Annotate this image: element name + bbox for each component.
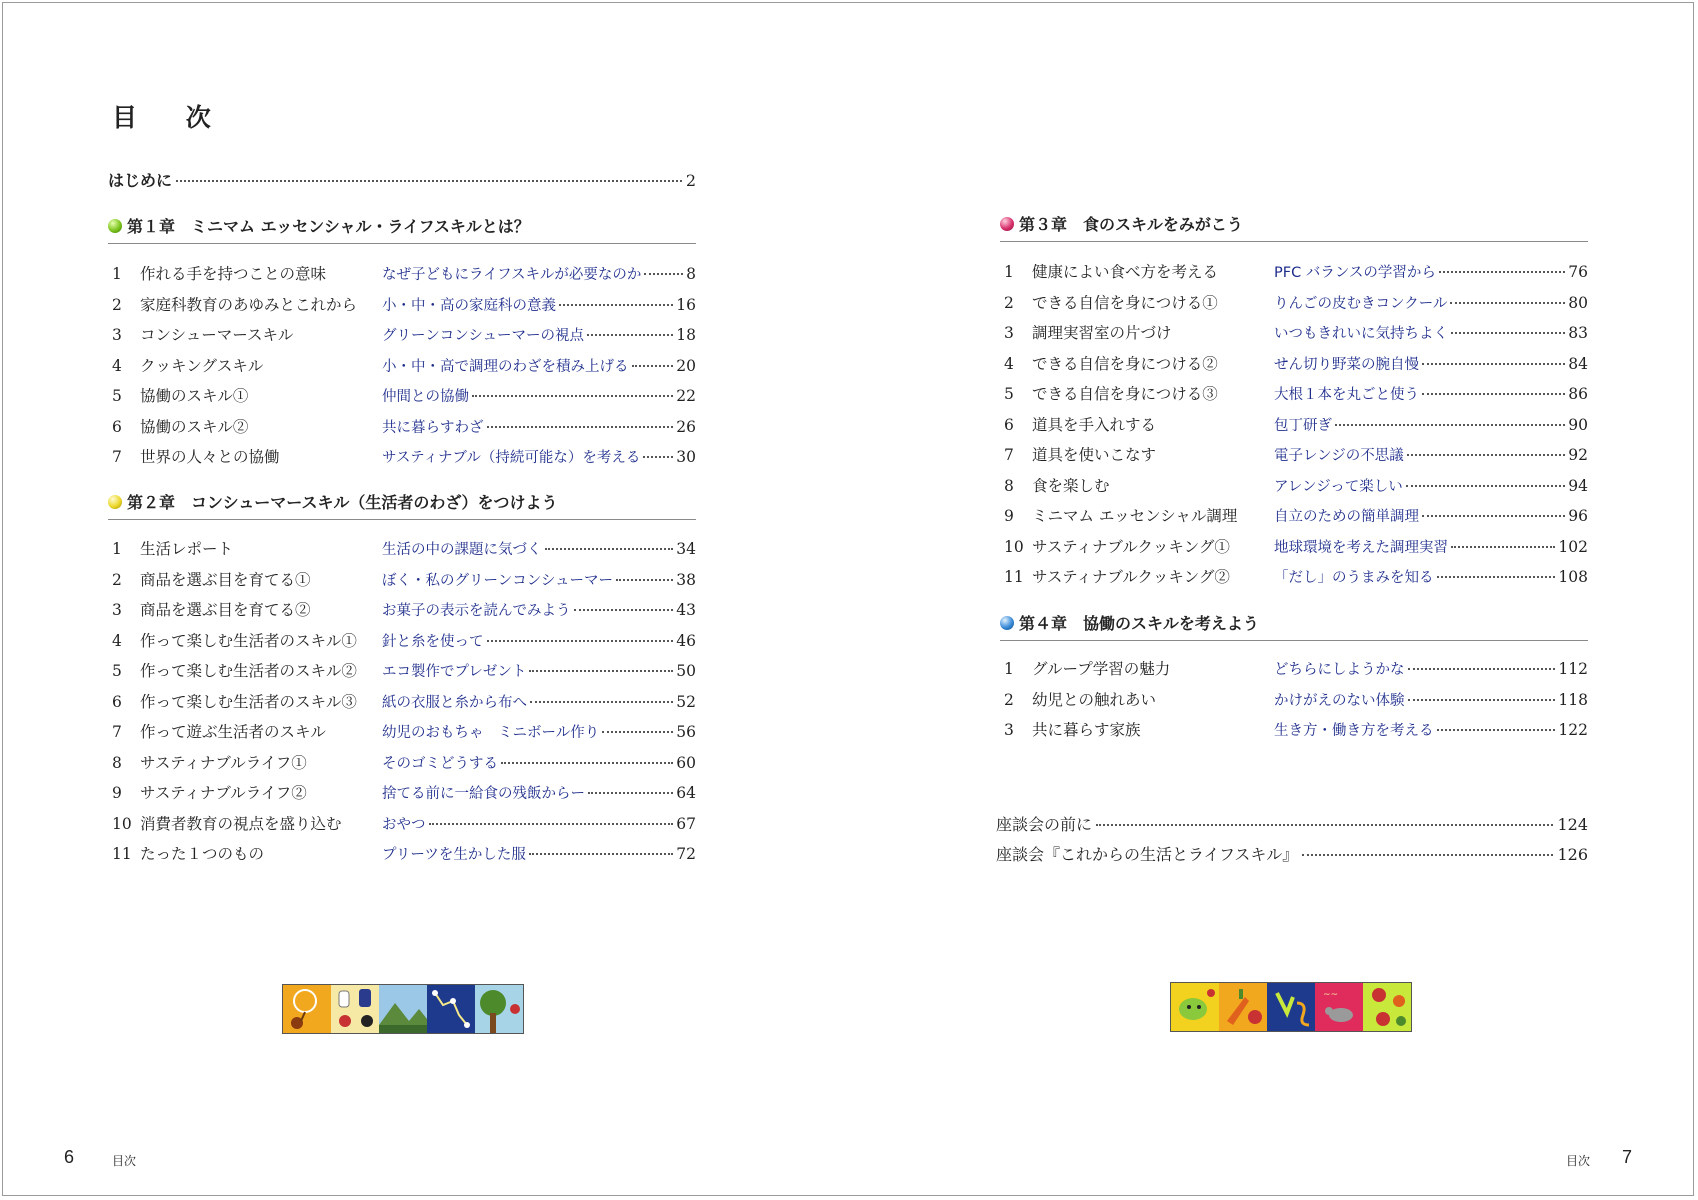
entry-subtitle: PFC バランスの学習から bbox=[1274, 265, 1436, 281]
entry-subtitle: 生活の中の課題に気づく bbox=[382, 542, 542, 558]
entry-title: クッキングスキル bbox=[140, 356, 264, 375]
toc-entry[interactable] bbox=[1004, 565, 1588, 596]
entry-page: 76 bbox=[1568, 263, 1588, 281]
entry-number: 3 bbox=[112, 326, 122, 344]
entry-page: 60 bbox=[676, 753, 696, 772]
entry-title: サスティナブルクッキング② bbox=[1032, 568, 1230, 586]
entry-number: 1 bbox=[1004, 263, 1014, 281]
character-illustration bbox=[1171, 983, 1219, 1031]
leader-dots bbox=[1437, 729, 1556, 731]
entry-subtitle: 仲間との協働 bbox=[382, 389, 469, 405]
entry-title: 協働のスキル① bbox=[140, 387, 249, 405]
entry-page: 96 bbox=[1568, 507, 1588, 525]
blue-ball-icon bbox=[1000, 616, 1014, 630]
toc-entry[interactable] bbox=[112, 842, 696, 873]
toc-entry[interactable] bbox=[112, 262, 696, 293]
entry-number: 2 bbox=[1004, 293, 1014, 312]
entry-page: 22 bbox=[676, 387, 696, 405]
entry-subtitle: サスティナブル（持続可能な）を考える bbox=[382, 450, 641, 466]
toc-entry[interactable] bbox=[1004, 321, 1588, 352]
entry-page: 86 bbox=[1568, 385, 1588, 403]
entry-page: 80 bbox=[1568, 293, 1588, 312]
entry-number: 4 bbox=[1004, 354, 1014, 373]
entry-title: 作って遊ぶ生活者のスキル bbox=[140, 723, 326, 741]
chapter-1-heading bbox=[108, 214, 696, 244]
leader-dots bbox=[1406, 485, 1566, 487]
leader-dots bbox=[574, 609, 674, 611]
entry-title: できる自信を身につける① bbox=[1032, 293, 1218, 312]
entry-title: サスティナブルクッキング① bbox=[1032, 537, 1230, 556]
toc-entry[interactable] bbox=[112, 354, 696, 385]
toc-entry[interactable] bbox=[112, 629, 696, 660]
entry-title: 作れる手を持つことの意味 bbox=[140, 265, 327, 283]
entry-subtitle: 小・中・高で調理のわざを積み上げる bbox=[382, 358, 629, 375]
leader-dots bbox=[487, 640, 674, 642]
tree-illustration bbox=[475, 985, 523, 1033]
leader-dots bbox=[487, 426, 674, 428]
entry-title: できる自信を身につける② bbox=[1032, 354, 1218, 373]
entry-title: 商品を選ぶ目を育てる① bbox=[140, 570, 311, 589]
fruits-illustration bbox=[1363, 983, 1411, 1031]
leader-dots bbox=[1407, 454, 1565, 456]
entry-title: できる自信を身につける③ bbox=[1032, 385, 1218, 403]
entry-number: 9 bbox=[1004, 507, 1014, 525]
extra-page-2: 126 bbox=[1557, 845, 1588, 864]
toc-entry[interactable] bbox=[112, 781, 696, 812]
yellow-ball-icon bbox=[108, 495, 122, 509]
toc-entry[interactable] bbox=[1004, 504, 1588, 535]
page-number-right: 7 bbox=[1622, 1147, 1633, 1167]
leader-dots bbox=[1437, 576, 1556, 578]
entry-title: 消費者教育の視点を盛り込む bbox=[140, 814, 342, 833]
chapter-3-heading bbox=[1000, 212, 1588, 242]
entry-number: 10 bbox=[112, 814, 132, 833]
entry-page: 64 bbox=[676, 784, 696, 802]
toc-entry[interactable] bbox=[1004, 291, 1588, 322]
entry-page: 50 bbox=[676, 662, 696, 680]
entry-page: 56 bbox=[676, 723, 696, 741]
leader-dots bbox=[530, 701, 673, 703]
mountain-illustration bbox=[379, 985, 427, 1033]
entry-title: 共に暮らす家族 bbox=[1032, 721, 1141, 739]
leader-dots bbox=[1302, 854, 1553, 856]
toc-entry[interactable] bbox=[1004, 382, 1588, 413]
entry-number: 10 bbox=[1004, 537, 1024, 556]
intro-entry[interactable] bbox=[108, 168, 696, 191]
footer-label-left: 目次 bbox=[112, 1154, 137, 1168]
entry-number: 5 bbox=[1004, 385, 1014, 403]
leader-dots bbox=[176, 180, 682, 182]
leader-dots bbox=[616, 579, 673, 581]
entry-title: 協働のスキル② bbox=[140, 417, 249, 436]
toc-entry[interactable] bbox=[112, 384, 696, 415]
toc-entry[interactable] bbox=[112, 568, 696, 599]
entry-page: 30 bbox=[676, 448, 696, 466]
entry-subtitle: 「だし」のうまみを知る bbox=[1274, 570, 1434, 586]
entry-page: 38 bbox=[676, 570, 696, 589]
entry-title: サスティナブルライフ② bbox=[140, 784, 307, 802]
entry-page: 16 bbox=[676, 295, 696, 314]
entry-number: 3 bbox=[1004, 324, 1014, 342]
extra-entry-1[interactable] bbox=[996, 812, 1588, 835]
toc-entry[interactable] bbox=[112, 690, 696, 721]
toc-entry[interactable] bbox=[1004, 688, 1588, 719]
entry-subtitle: 小・中・高の家庭科の意義 bbox=[382, 297, 556, 314]
entry-subtitle: せん切り野菜の腕自慢 bbox=[1274, 356, 1419, 373]
entry-number: 1 bbox=[112, 540, 122, 558]
entry-page: 90 bbox=[1568, 415, 1588, 434]
entry-subtitle: アレンジって楽しい bbox=[1274, 478, 1403, 495]
toc-entry[interactable] bbox=[112, 445, 696, 476]
chapter-4-title: 第４章 協働のスキルを考えよう bbox=[1019, 614, 1259, 633]
entry-title: ミニマム エッセンシャル調理 bbox=[1032, 507, 1238, 525]
toc-entry[interactable] bbox=[112, 323, 696, 354]
chapter-1-title: 第１章 ミニマム エッセンシャル・ライフスキルとは？ bbox=[127, 217, 530, 236]
entry-number: 7 bbox=[112, 448, 122, 466]
toc-entry[interactable] bbox=[112, 598, 696, 629]
entry-title: 幼児との触れあい bbox=[1032, 690, 1157, 709]
constellation-illustration bbox=[427, 985, 475, 1033]
chapter-4-list bbox=[1004, 657, 1588, 749]
entry-page: 26 bbox=[676, 417, 696, 436]
illustration-strip-left bbox=[282, 984, 524, 1034]
entry-subtitle: グリーンコンシューマーの視点 bbox=[382, 328, 585, 344]
entry-subtitle: 電子レンジの不思議 bbox=[1274, 448, 1404, 464]
toc-entry[interactable] bbox=[112, 812, 696, 843]
entry-number: 7 bbox=[1004, 446, 1014, 464]
toc-entry[interactable] bbox=[1004, 443, 1588, 474]
animal-illustration bbox=[1315, 983, 1363, 1031]
chapter-1-list bbox=[112, 262, 696, 476]
leader-dots bbox=[559, 304, 673, 306]
leader-dots bbox=[529, 670, 673, 672]
entry-title: 調理実習室の片づけ bbox=[1032, 324, 1172, 342]
entry-number: 2 bbox=[112, 295, 122, 314]
leader-dots bbox=[1335, 424, 1565, 426]
toc-entry[interactable] bbox=[1004, 260, 1588, 291]
entry-page: 118 bbox=[1558, 690, 1588, 709]
leader-dots bbox=[429, 823, 674, 825]
entry-title: 作って楽しむ生活者のスキル③ bbox=[140, 692, 357, 711]
extra-page-1: 124 bbox=[1557, 815, 1588, 834]
entry-subtitle: 包丁研ぎ bbox=[1274, 417, 1332, 434]
leader-dots bbox=[1451, 546, 1555, 548]
entry-number: 1 bbox=[112, 265, 122, 283]
entry-number: 1 bbox=[1004, 660, 1014, 678]
intro-page: 2 bbox=[685, 171, 696, 190]
entry-subtitle: どちらにしようかな bbox=[1274, 662, 1405, 678]
entry-subtitle: 幼児のおもちゃ ミニボール作り bbox=[382, 725, 600, 741]
entry-page: 94 bbox=[1568, 476, 1588, 495]
entry-number: 8 bbox=[1004, 476, 1014, 495]
entry-subtitle: 大根１本を丸ごと使う bbox=[1274, 387, 1419, 403]
entry-number: 5 bbox=[112, 387, 122, 405]
illustration-strip-right bbox=[1170, 982, 1412, 1032]
entry-page: 52 bbox=[676, 692, 696, 711]
leader-dots bbox=[545, 548, 674, 550]
entry-number: 4 bbox=[112, 631, 122, 650]
entry-subtitle: なぜ子どもにライフスキルが必要なのか bbox=[382, 267, 642, 283]
leader-dots bbox=[632, 365, 674, 367]
entry-subtitle: プリーツを生かした服 bbox=[382, 847, 526, 863]
entry-title: 道具を手入れする bbox=[1032, 415, 1157, 434]
entry-page: 20 bbox=[676, 356, 696, 375]
entry-number: 2 bbox=[1004, 690, 1014, 709]
balloon-illustration bbox=[283, 985, 331, 1033]
leader-dots bbox=[644, 273, 683, 275]
entry-subtitle: 自立のための簡単調理 bbox=[1274, 509, 1419, 525]
leader-dots bbox=[1451, 332, 1565, 334]
entry-page: 83 bbox=[1568, 324, 1588, 342]
entry-number: 6 bbox=[112, 417, 122, 436]
entry-number: 6 bbox=[112, 692, 122, 711]
leader-dots bbox=[1408, 668, 1556, 670]
entry-number: 7 bbox=[112, 723, 122, 741]
toc-entry[interactable] bbox=[112, 659, 696, 690]
entry-page: 67 bbox=[676, 814, 696, 833]
page-title: 目 次 bbox=[112, 103, 231, 132]
leader-dots bbox=[588, 792, 673, 794]
entry-page: 72 bbox=[676, 845, 696, 863]
chapter-3-list bbox=[1004, 260, 1588, 596]
entry-number: 11 bbox=[112, 845, 132, 863]
entry-subtitle: エコ製作でプレゼント bbox=[382, 664, 527, 680]
toc-entry[interactable] bbox=[112, 751, 696, 782]
entry-title: 商品を選ぶ目を育てる② bbox=[140, 601, 311, 619]
leader-dots bbox=[1422, 363, 1565, 365]
leader-dots bbox=[1408, 699, 1556, 701]
entry-number: 9 bbox=[112, 784, 122, 802]
leader-dots bbox=[501, 762, 673, 764]
entry-number: 4 bbox=[112, 356, 122, 375]
entry-page: 18 bbox=[676, 326, 696, 344]
entry-subtitle: りんごの皮むきコンクール bbox=[1274, 295, 1448, 312]
leader-dots bbox=[472, 395, 673, 397]
entry-title: 作って楽しむ生活者のスキル② bbox=[140, 662, 357, 680]
entry-title: 生活レポート bbox=[140, 540, 234, 558]
entry-page: 8 bbox=[686, 265, 696, 283]
leader-dots bbox=[602, 731, 673, 733]
entry-title: 道具を使いこなす bbox=[1032, 446, 1157, 464]
entry-subtitle: 共に暮らすわざ bbox=[382, 419, 484, 436]
entry-number: 6 bbox=[1004, 415, 1014, 434]
entry-title: 健康によい食べ方を考える bbox=[1032, 263, 1219, 281]
entry-page: 46 bbox=[676, 631, 696, 650]
entry-page: 122 bbox=[1558, 721, 1588, 739]
toc-entry[interactable] bbox=[112, 720, 696, 751]
letters-illustration bbox=[1267, 983, 1315, 1031]
entry-subtitle: 捨てる前に一給食の残飯からー bbox=[382, 786, 585, 802]
entry-number: 8 bbox=[112, 753, 122, 772]
entry-subtitle: かけがえのない体験 bbox=[1274, 692, 1405, 709]
entry-subtitle: 紙の衣服と糸から布へ bbox=[382, 694, 527, 711]
entry-page: 108 bbox=[1558, 568, 1588, 586]
toc-entry[interactable] bbox=[1004, 474, 1588, 505]
entry-page: 43 bbox=[676, 601, 696, 619]
leader-dots bbox=[1422, 393, 1565, 395]
entry-page: 92 bbox=[1568, 446, 1588, 464]
chapter-3-title: 第３章 食のスキルをみがこう bbox=[1019, 215, 1243, 234]
gloves-illustration bbox=[331, 985, 379, 1033]
leader-dots bbox=[1439, 271, 1565, 273]
entry-title: グループ学習の魅力 bbox=[1032, 660, 1171, 678]
entry-page: 112 bbox=[1558, 660, 1588, 678]
footer-label-right: 目次 bbox=[1566, 1154, 1591, 1168]
green-ball-icon bbox=[108, 219, 122, 233]
toc-entry[interactable] bbox=[1004, 718, 1588, 749]
entry-subtitle: 針と糸を使って bbox=[382, 633, 484, 650]
leader-dots bbox=[587, 334, 673, 336]
chapter-2-heading bbox=[108, 490, 696, 520]
entry-subtitle: ぼく・私のグリーンコンシューマー bbox=[382, 572, 614, 589]
entry-title: たった１つのもの bbox=[140, 845, 265, 863]
toc-entry[interactable] bbox=[1004, 413, 1588, 444]
entry-number: 5 bbox=[112, 662, 122, 680]
intro-label: はじめに bbox=[108, 171, 173, 190]
toc-entry[interactable] bbox=[1004, 535, 1588, 566]
entry-subtitle: いつもきれいに気持ちよく bbox=[1274, 326, 1448, 342]
entry-title: 世界の人々との協働 bbox=[140, 448, 280, 466]
entry-number: 11 bbox=[1004, 568, 1024, 586]
red-ball-icon bbox=[1000, 217, 1014, 231]
toc-entry[interactable] bbox=[112, 293, 696, 324]
vegetables-illustration bbox=[1219, 983, 1267, 1031]
entry-title: 食を楽しむ bbox=[1032, 476, 1110, 495]
extra-label-1: 座談会の前に bbox=[996, 815, 1093, 834]
toc-entry[interactable] bbox=[112, 537, 696, 568]
entry-title: サスティナブルライフ① bbox=[140, 753, 307, 772]
leader-dots bbox=[1422, 515, 1565, 517]
svg-text:~~: ~~ bbox=[1323, 990, 1339, 1000]
chapter-2-title: 第２章 コンシューマースキル（生活者のわざ）をつけよう bbox=[127, 493, 558, 512]
entry-subtitle: そのゴミどうする bbox=[382, 755, 498, 772]
entry-subtitle: 生き方・働き方を考える bbox=[1274, 723, 1434, 739]
toc-entry[interactable] bbox=[112, 415, 696, 446]
toc-entry[interactable] bbox=[1004, 657, 1588, 688]
entry-title: コンシューマースキル bbox=[140, 326, 294, 344]
entry-subtitle: 地球環境を考えた調理実習 bbox=[1274, 539, 1448, 556]
chapter-2-list bbox=[112, 537, 696, 873]
toc-entry[interactable] bbox=[1004, 352, 1588, 383]
entry-page: 34 bbox=[676, 540, 696, 558]
page-number-left: 6 bbox=[64, 1147, 75, 1167]
extra-entry-2[interactable] bbox=[996, 842, 1588, 865]
entry-number: 3 bbox=[1004, 721, 1014, 739]
entry-page: 84 bbox=[1568, 354, 1588, 373]
entry-number: 2 bbox=[112, 570, 122, 589]
entry-subtitle: おやつ bbox=[382, 816, 426, 833]
entry-subtitle: お菓子の表示を読んでみよう bbox=[382, 603, 571, 619]
leader-dots bbox=[1450, 302, 1565, 304]
chapter-4-heading bbox=[1000, 611, 1588, 641]
leader-dots bbox=[1096, 824, 1553, 826]
entry-page: 102 bbox=[1558, 537, 1588, 556]
entry-number: 3 bbox=[112, 601, 122, 619]
leader-dots bbox=[643, 456, 673, 458]
leader-dots bbox=[529, 853, 673, 855]
entry-title: 家庭科教育のあゆみとこれから bbox=[140, 295, 358, 314]
entry-title: 作って楽しむ生活者のスキル① bbox=[140, 631, 357, 650]
extra-label-2: 座談会『これからの生活とライフスキル』 bbox=[996, 845, 1299, 864]
